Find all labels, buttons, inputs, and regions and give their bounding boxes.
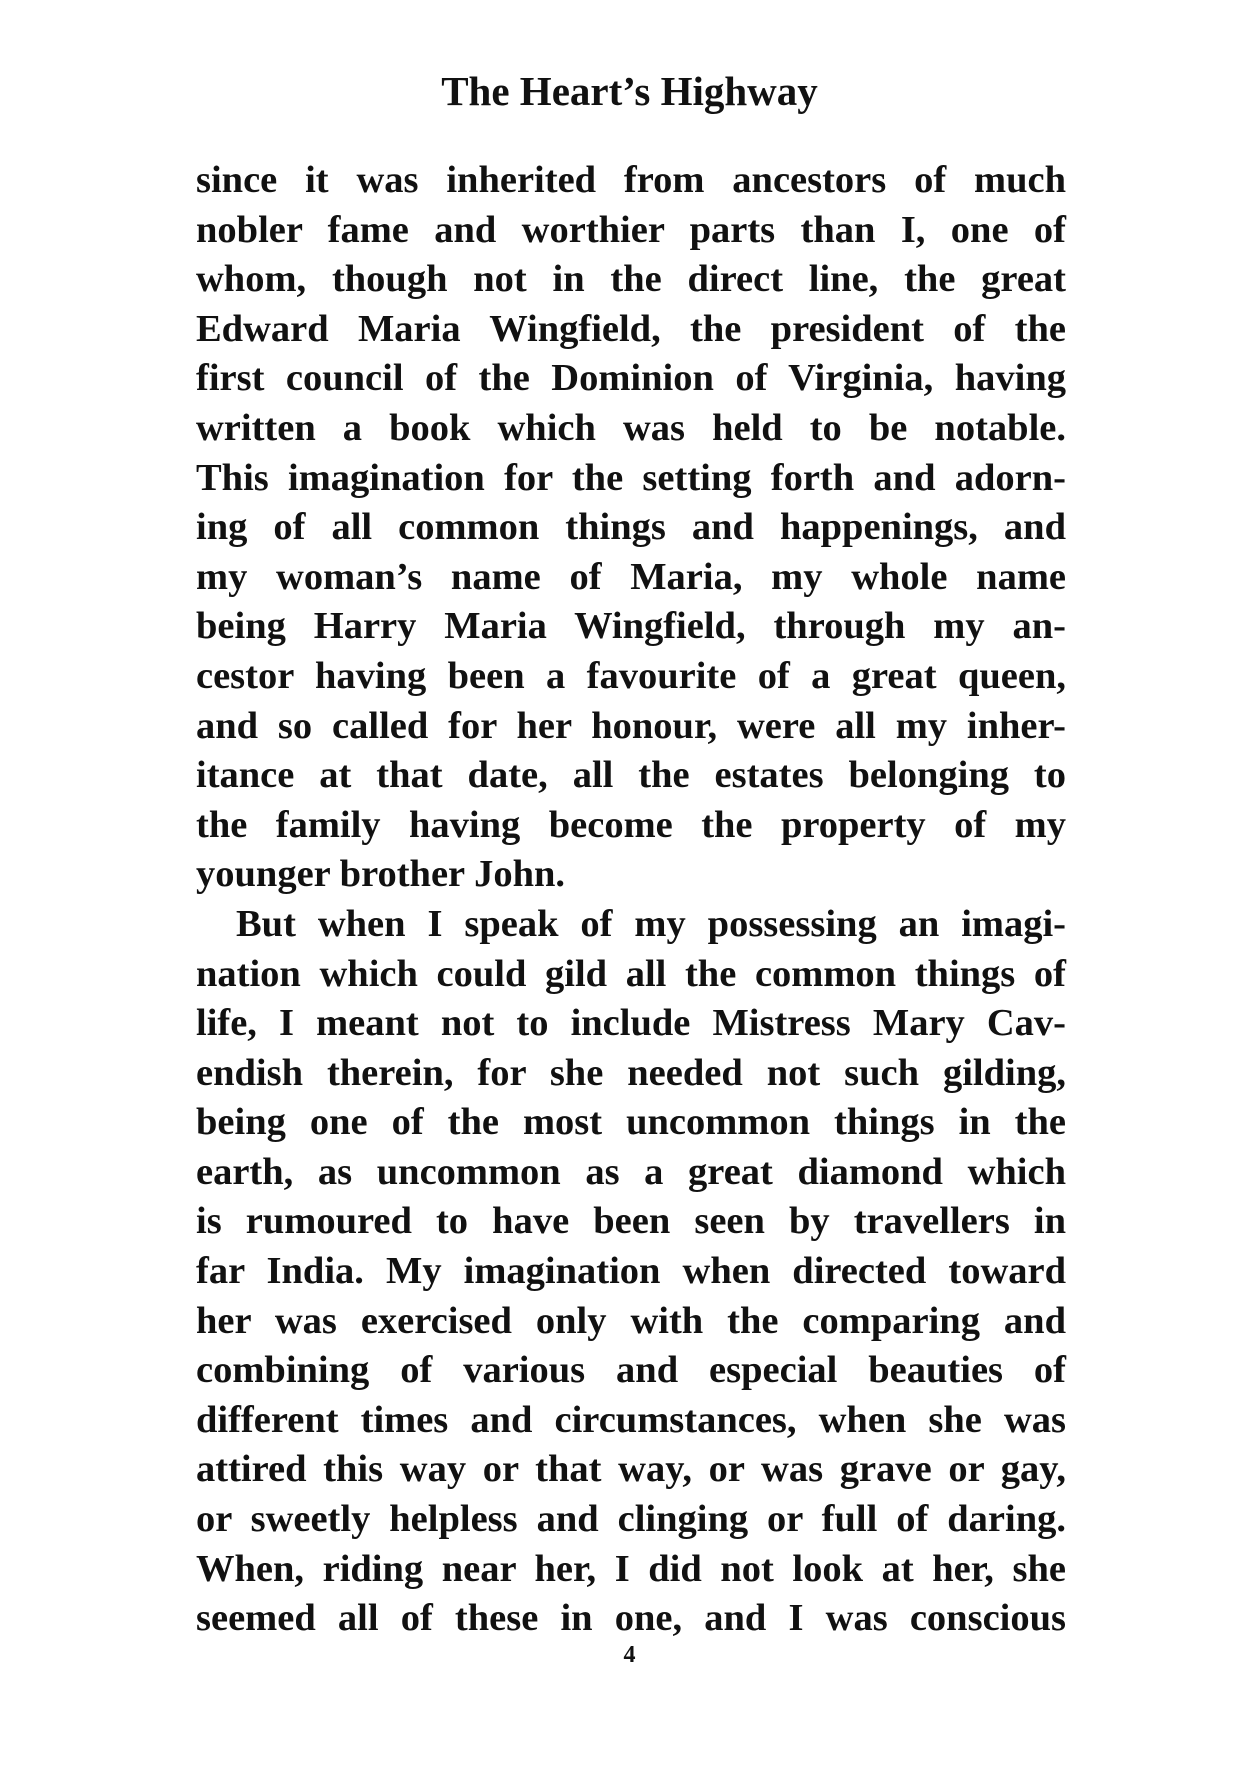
- text-line: my woman’s name of Maria, my whole name: [196, 555, 1066, 598]
- text-line: being Harry Maria Wingfield, through my an-: [196, 605, 1066, 648]
- text-line: nation which could gild all the common things of: [196, 952, 1066, 995]
- running-head: The Heart’s Highway: [441, 68, 818, 114]
- text-line: nobler fame and worthier parts than I, one of: [196, 208, 1066, 251]
- text-line: When, riding near her, I did not look at her, she: [196, 1547, 1066, 1590]
- paragraph-end-line: younger brother John.: [196, 853, 566, 896]
- text-line: itance at that date, all the estates belonging to: [196, 754, 1066, 797]
- text-line: endish therein, for she needed not such gilding,: [196, 1051, 1066, 1094]
- text-line: since it was inherited from ancestors of much: [196, 159, 1066, 201]
- text-line: Edward Maria Wingfield, the president of the: [196, 307, 1066, 350]
- text-line: far India. My imagination when directed toward: [196, 1250, 1066, 1293]
- text-line: different times and circumstances, when she was: [196, 1398, 1066, 1441]
- text-line: whom, though not in the direct line, the great: [196, 258, 1066, 301]
- text-line: written a book which was held to be notable.: [196, 406, 1066, 449]
- text-line: This imagination for the setting forth and adorn-: [196, 456, 1066, 499]
- text-line: is rumoured to have been seen by travellers in: [196, 1200, 1066, 1243]
- text-line: being one of the most uncommon things in the: [196, 1101, 1066, 1144]
- text-line: seemed all of these in one, and I was conscious: [196, 1597, 1066, 1640]
- text-line: or sweetly helpless and clinging or full of daring.: [196, 1498, 1066, 1541]
- text-line: the family having become the property of my: [196, 803, 1066, 846]
- text-line: ing of all common things and happenings, and: [196, 506, 1066, 549]
- text-line: earth, as uncommon as a great diamond which: [196, 1150, 1066, 1193]
- text-line: her was exercised only with the comparing and: [196, 1299, 1066, 1342]
- paragraph-first-line: But when I speak of my possessing an imagi-: [236, 902, 1066, 945]
- page-number: 4: [623, 1642, 636, 1668]
- text-line: first council of the Dominion of Virginia, having: [196, 357, 1066, 400]
- text-line: attired this way or that way, or was grave or gay,: [196, 1448, 1066, 1491]
- text-line: life, I meant not to include Mistress Mary Cav-: [196, 1002, 1066, 1045]
- body-text: [196, 156, 1066, 1644]
- text-line: cestor having been a favourite of a great queen,: [196, 654, 1066, 697]
- text-line: combining of various and especial beauties of: [196, 1349, 1066, 1392]
- text-line: and so called for her honour, were all my inher-: [196, 704, 1066, 747]
